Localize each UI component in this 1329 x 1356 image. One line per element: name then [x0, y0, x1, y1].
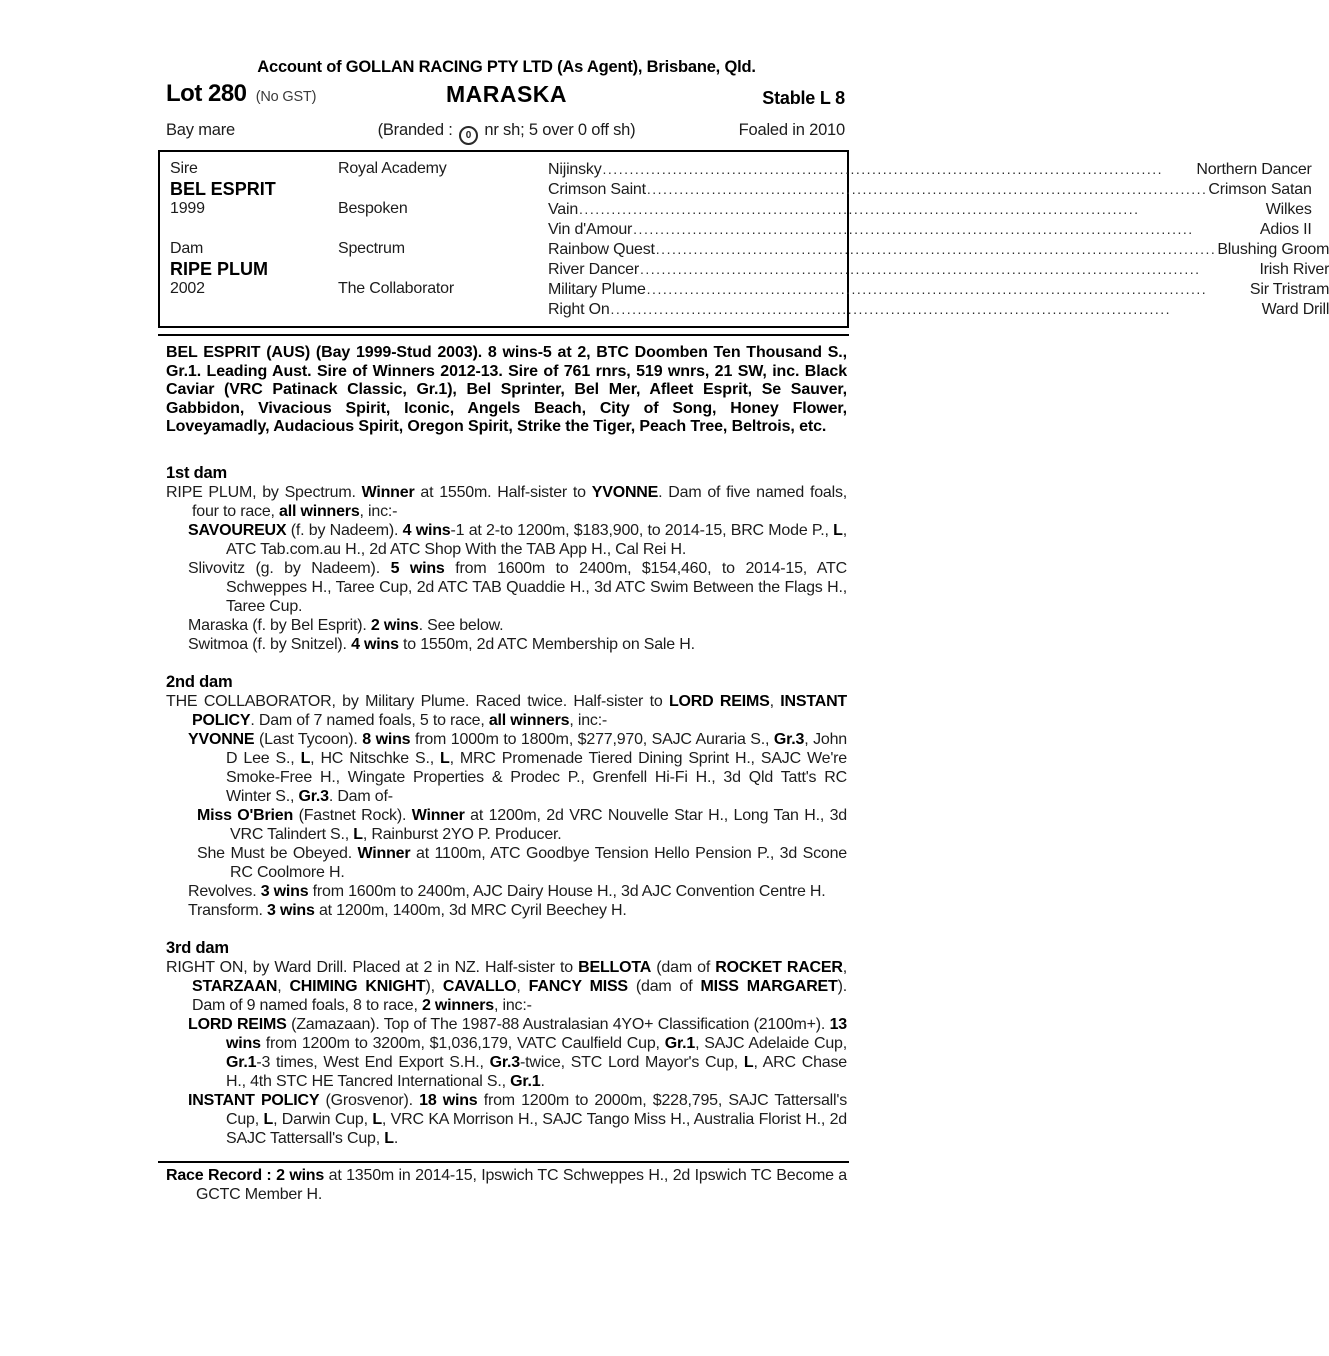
horse-name: MARASKA: [445, 81, 568, 107]
sire-label: Sire: [170, 160, 198, 177]
dot-leader: [647, 179, 1208, 199]
pedigree-cross-row: [548, 299, 1329, 319]
dam-label: Dam: [170, 240, 204, 257]
ancestor-name: Wilkes: [1265, 201, 1312, 218]
ancestor-name: Blushing Groom: [1217, 241, 1329, 258]
brand-mark-icon: 0: [459, 126, 478, 145]
pedigree-table: [158, 150, 1329, 328]
dam-dam: The Collaborator: [338, 280, 454, 297]
sire-summary: BEL ESPRIT (AUS) (Bay 1999-Stud 2003). 8 wins-5 at 2, BTC Doomben Ten Thousand S., Gr.1. Leading Aust. Sire of Winners 2012-13. Sire of 761 rnrs, 519 wnrs, 21 SW, inc. Black Caviar (VRC Patinack Classic, Gr.1), Bel Sprinter, Bel Mer, Afleet Esprit, Se Sauver, Gabbidon, Vivacious Spirit, Iconic, Angels Beach, City of Song, Honey Flower, Loveyamadly, Audacious Spirit, Oregon Spirit, Strike the Tiger, Peach Tree, Beltrois, etc.: [166, 344, 847, 435]
dot-leader: [603, 159, 1196, 179]
sire-grandparents-column: [548, 159, 1312, 239]
lot-number: Lot 280: [166, 80, 247, 107]
dot-leader: [579, 199, 1265, 219]
gst-note: (No GST): [255, 89, 317, 105]
pedigree-entry: YVONNE (Last Tycoon). 8 wins from 1000m to 1800m, $277,970, SAJC Auraria S., Gr.3, John D Lee S., L, HC Nitschke S., L, MRC Promenade Tiered Dining Sprint H., SAJC We're Smoke-Free H., Wingate Properties & Prodec P., Grenfell Hi-Fi H., 3d Qld Tatt's RC Winter S., Gr.3. Dam of-: [188, 730, 848, 805]
stable-number: Stable L 8: [762, 88, 845, 108]
pedigree-entry: Transform. 3 wins at 1200m, 1400m, 3d MRC Cyril Beechey H.: [188, 901, 627, 919]
pedigree-entry: INSTANT POLICY (Grosvenor). 18 wins from 1200m to 2000m, $228,795, SAJC Tattersall's Cup, L, Darwin Cup, L, VRC KA Morrison H., SAJC Tango Miss H., Australia Florist H., 2d SAJC Tattersall's Cup, L.: [188, 1091, 848, 1147]
ancestor-name: Military Plume: [548, 281, 646, 298]
brand-suffix: nr sh; 5 over 0 off sh): [484, 121, 636, 139]
sire-sire: Royal Academy: [338, 160, 447, 177]
pedigree-entry: RIGHT ON, by Ward Drill. Placed at 2 in NZ. Half-sister to BELLOTA (dam of ROCKET RACER, STARZAAN, CHIMING KNIGHT), CAVALLO, FANCY MISS (dam of MISS MARGARET). Dam of 9 named foals, 8 to race, 2 winners, inc:-: [166, 958, 847, 1014]
dam-parents-column: [338, 239, 548, 319]
sire-name: BEL ESPRIT: [170, 179, 276, 199]
color-sex: Bay mare: [166, 121, 236, 139]
pedigree-cross-row: [548, 219, 1312, 239]
ancestor-name: Crimson Saint: [548, 181, 646, 198]
section-heading: 2nd dam: [166, 672, 233, 691]
divider: [158, 1161, 849, 1163]
pedigree-entry: Switmoa (f. by Snitzel). 4 wins to 1550m, 2d ATC Membership on Sale H.: [188, 635, 695, 653]
foaled-year: Foaled in 2010: [738, 121, 845, 139]
sire-parents-column: [338, 159, 548, 239]
pedigree-entry: Revolves. 3 wins from 1600m to 2400m, AJC Dairy House H., 3d AJC Convention Centre H.: [188, 882, 826, 900]
section-heading: 1st dam: [166, 463, 227, 482]
pedigree-cross-row: [548, 199, 1312, 219]
sire-year: 1999: [170, 200, 205, 217]
dot-leader: [633, 219, 1259, 239]
pedigree-entry: LORD REIMS (Zamazaan). Top of The 1987-88 Australasian 4YO+ Classification (2100m+). 13 wins from 1200m to 3200m, $1,036,179, VATC Caulfield Cup, Gr.1, SAJC Adelaide Cup, Gr.1-3 times, West End Export S.H., Gr.3-twice, STC Lord Mayor's Cup, L, ARC Chase H., 4th STC HE Tancred International S., Gr.1.: [188, 1015, 848, 1090]
ancestor-name: Right On: [548, 301, 610, 318]
dot-leader: [647, 279, 1249, 299]
lot-header-row: [166, 80, 847, 116]
ancestor-name: Adios II: [1259, 221, 1312, 238]
dam-grandparents-column: [548, 239, 1329, 319]
pedigree-entry: THE COLLABORATOR, by Military Plume. Raced twice. Half-sister to LORD REIMS, INSTANT POLICY. Dam of 7 named foals, 5 to race, all winners, inc:-: [166, 692, 847, 729]
dam-sections: [166, 464, 847, 1148]
ancestor-name: Nijinsky: [548, 161, 602, 178]
ancestor-name: Sir Tristram: [1249, 281, 1329, 298]
dot-leader: [640, 259, 1258, 279]
dam-sire: Spectrum: [338, 240, 405, 257]
sire-column: [170, 159, 338, 239]
ancestor-name: Irish River: [1259, 261, 1329, 278]
vendor-account: Account of GOLLAN RACING PTY LTD (As Agent), Brisbane, Qld.: [257, 58, 756, 76]
ancestor-name: River Dancer: [548, 261, 639, 278]
pedigree-entry: Maraska (f. by Bel Esprit). 2 wins. See below.: [188, 616, 504, 634]
ancestor-name: Ward Drill: [1261, 301, 1329, 318]
dot-leader: [611, 299, 1261, 319]
ancestor-name: Northern Dancer: [1196, 161, 1312, 178]
divider: [158, 334, 849, 336]
pedigree-entry: Miss O'Brien (Fastnet Rock). Winner at 1200m, 2d VRC Nouvelle Star H., Long Tan H., 3d VRC Talindert S., L, Rainburst 2YO P. Producer.: [197, 806, 847, 843]
pedigree-cross-row: [548, 159, 1312, 179]
race-record: Race Record : 2 wins at 1350m in 2014-15, Ipswich TC Schweppes H., 2d Ipswich TC Become a GCTC Member H.: [166, 1166, 847, 1203]
pedigree-entry: She Must be Obeyed. Winner at 1100m, ATC Goodbye Tension Hello Pension P., 3d Scone RC Coolmore H.: [197, 844, 847, 881]
ancestor-name: Rainbow Quest: [548, 241, 655, 258]
ancestor-name: Crimson Satan: [1208, 181, 1312, 198]
sire-block: [170, 159, 1312, 239]
brand-prefix: (Branded :: [377, 121, 453, 139]
pedigree-cross-row: [548, 179, 1312, 199]
ancestor-name: Vain: [548, 201, 579, 218]
dot-leader: [656, 239, 1217, 259]
ancestor-name: Vin d'Amour: [548, 221, 633, 238]
dam-name: RIPE PLUM: [170, 259, 269, 279]
description-row: [166, 119, 847, 143]
dam-column: [170, 239, 338, 319]
pedigree-entry: Slivovitz (g. by Nadeem). 5 wins from 1600m to 2400m, $154,460, to 2014-15, ATC Schweppes H., Taree Cup, 2d ATC TAB Quaddie H., 3d ATC Swim Between the Flags H., Taree Cup.: [188, 559, 847, 615]
pedigree-entry: RIPE PLUM, by Spectrum. Winner at 1550m. Half-sister to YVONNE. Dam of five named foals, four to race, all winners, inc:-: [166, 483, 847, 520]
dam-year: 2002: [170, 280, 205, 297]
pedigree-cross-row: [548, 259, 1329, 279]
pedigree-cross-row: [548, 279, 1329, 299]
pedigree-entry: SAVOUREUX (f. by Nadeem). 4 wins-1 at 2-to 1200m, $183,900, to 2014-15, BRC Mode P., L, ATC Tab.com.au H., 2d ATC Shop With the TAB App H., Cal Rei H.: [188, 521, 847, 558]
pedigree-cross-row: [548, 239, 1329, 259]
dam-block: [170, 239, 1329, 319]
section-heading: 3rd dam: [166, 938, 229, 957]
sire-dam: Bespoken: [338, 200, 408, 217]
